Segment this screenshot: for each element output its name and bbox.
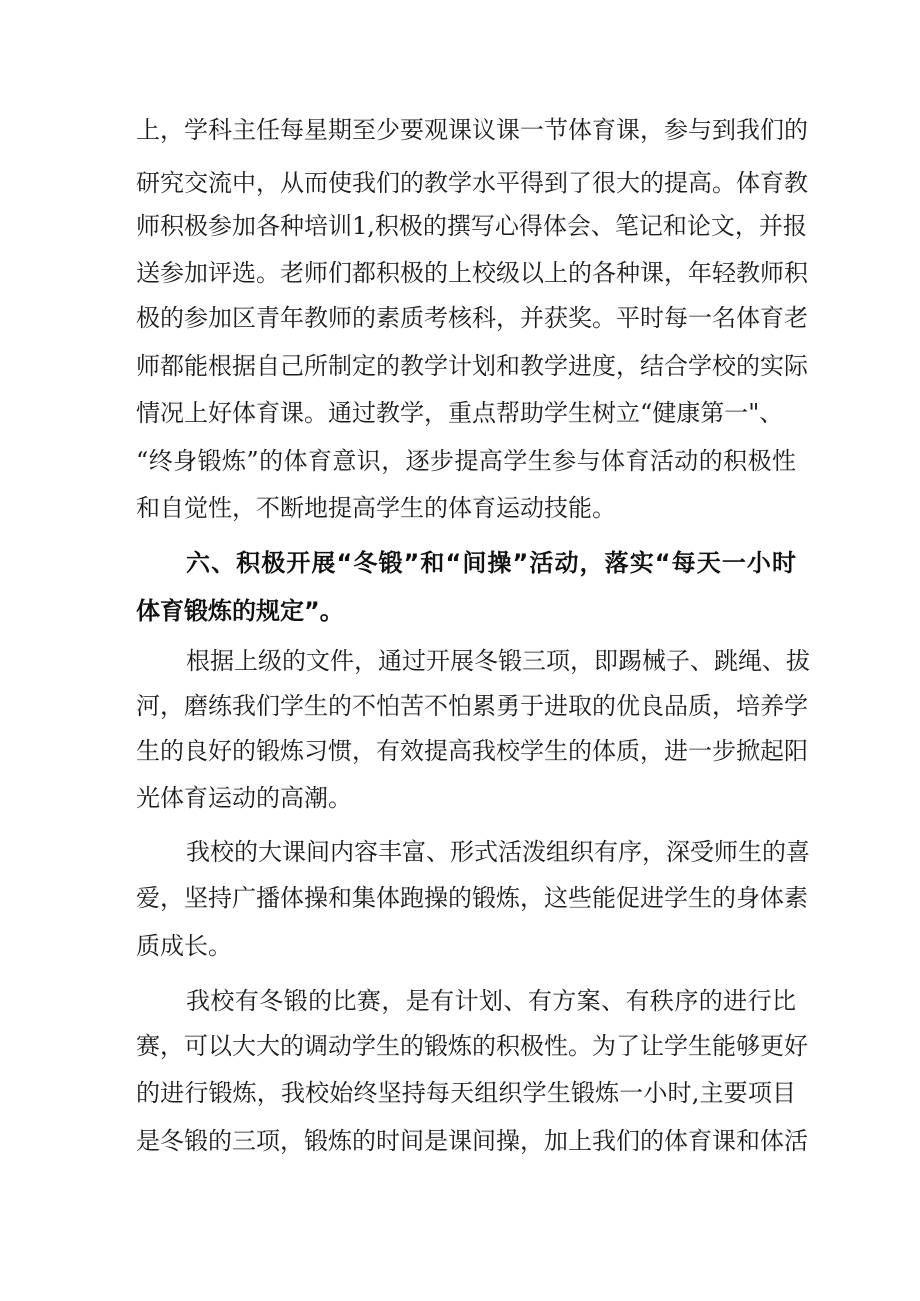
heading-line: 体育锻炼的规定”。 — [136, 597, 344, 625]
text-line: 上，学科主任每星期至少要观课议课一节体育课，参与到我们的 — [136, 116, 808, 144]
text-line: 情况上好体育课。通过教学，重点帮助学生树立“健康第一"、 — [136, 399, 784, 427]
text-line: 我校的大课间内容丰富、形式活泼组织有序，深受师生的喜 — [186, 838, 810, 866]
text-line: “终身锻炼”的体育意识，逐步提高学生参与体育活动的积极性 — [136, 447, 796, 475]
text-line: 的进行锻炼，我校始终坚持每天组织学生锻炼一小时,主要项目 — [136, 1079, 796, 1107]
text-line: 爱，坚持广播体操和集体跑操的锻炼，这些能促进学生的身体素 — [136, 884, 808, 912]
text-line: 和自觉性，不断地提高学生的体育运动技能。 — [136, 494, 616, 522]
text-line: 光体育运动的高潮。 — [136, 784, 352, 812]
text-line: 师积极参加各种培训1,积极的撰写心得体会、笔记和论文，并报 — [136, 212, 807, 240]
text-line: 是冬锻的三项，锻炼的时间是课间操，加上我们的体育课和体活 — [136, 1127, 808, 1155]
heading-line: 六、积极开展“冬锻”和“间操”活动，落实“每天一小时 — [186, 549, 796, 577]
text-line: 师都能根据自己所制定的教学计划和教学进度，结合学校的实际 — [136, 352, 808, 380]
text-line: 根据上级的文件，通过开展冬锻三项，即踢械子、跳绳、拔 — [186, 647, 810, 675]
text-line: 生的良好的锻炼习惯，有效提高我校学生的体质，进一步掀起阳 — [136, 737, 808, 765]
text-line: 赛，可以大大的调动学生的锻炼的积极性。为了让学生能够更好 — [136, 1032, 808, 1060]
text-line: 送参加评选。老师们都积极的上校级以上的各种课，年轻教师积 — [136, 259, 808, 287]
text-line: 我校有冬锻的比赛，是有计划、有方案、有秩序的进行比 — [186, 987, 796, 1015]
text-line: 研究交流中，从而使我们的教学水平得到了很大的提高。体育教 — [136, 169, 808, 197]
text-line: 河，磨练我们学生的不怕苦不怕累勇于进取的优良品质，培养学 — [136, 692, 808, 720]
text-line: 质成长。 — [136, 932, 232, 960]
text-line: 极的参加区青年教师的素质考核科，并获奖。平时每一名体育老 — [136, 304, 808, 332]
